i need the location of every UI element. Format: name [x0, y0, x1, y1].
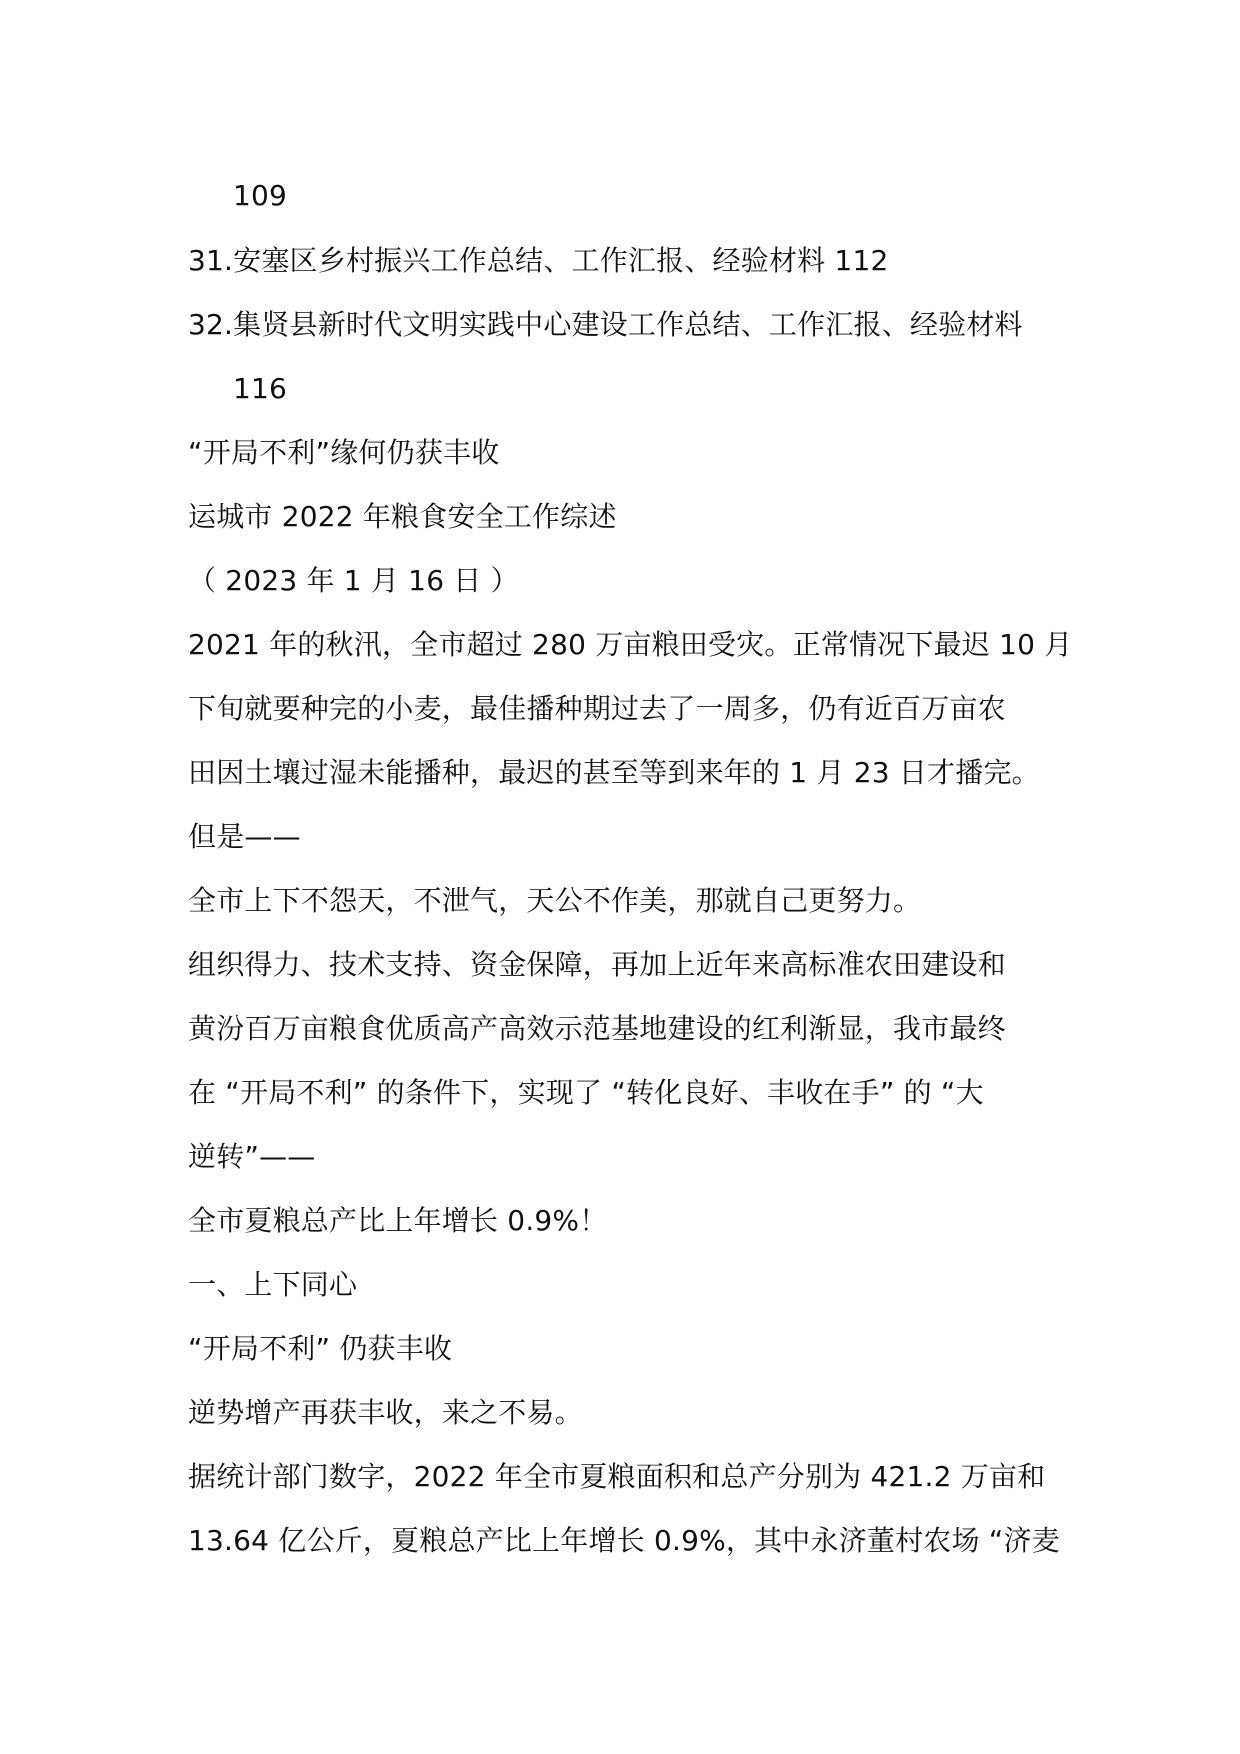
paragraph-line: 13.64 亿公斤，夏粮总产比上年增长 0.9%，其中永济董村农场 “济麦 — [188, 1524, 1060, 1557]
toc-entry: 32.集贤县新时代文明实践中心建设工作总结、工作汇报、经验材料 — [188, 308, 1023, 341]
paragraph-line: 逆转”—— — [188, 1140, 316, 1173]
paragraph-line: 在 “开局不利” 的条件下，实现了 “转化良好、丰收在手” 的 “大 — [188, 1076, 984, 1109]
section-subheading: “开局不利” 仍获丰收 — [188, 1332, 453, 1365]
paragraph: 全市夏粮总产比上年增长 0.9%！ — [188, 1204, 608, 1237]
paragraph-line: 据统计部门数字，2022 年全市夏粮面积和总产分别为 421.2 万亩和 — [188, 1460, 1046, 1493]
paragraph-line: 组织得力、技术支持、资金保障，再加上近年来高标准农田建设和 — [188, 948, 1006, 981]
paragraph-line: 下旬就要种完的小麦，最佳播种期过去了一周多，仍有近百万亩农 — [188, 692, 1006, 725]
toc-page-number: 109 — [233, 179, 288, 212]
paragraph-line: 田因土壤过湿未能播种，最迟的甚至等到来年的 1 月 23 日才播完。 — [188, 756, 1040, 789]
article-date: （ 2023 年 1 月 16 日 ） — [188, 564, 519, 597]
paragraph-line: 黄汾百万亩粮食优质高产高效示范基地建设的红利渐显，我市最终 — [188, 1012, 1006, 1045]
paragraph: 但是—— — [188, 820, 301, 853]
section-heading: 一、上下同心 — [188, 1268, 358, 1301]
article-title: “开局不利”缘何仍获丰收 — [188, 436, 500, 469]
paragraph-line: 2021 年的秋汛，全市超过 280 万亩粮田受灾。正常情况下最迟 10 月 — [188, 628, 1073, 661]
toc-entry: 31.安塞区乡村振兴工作总结、工作汇报、经验材料 112 — [188, 244, 889, 277]
article-subtitle: 运城市 2022 年粮食安全工作综述 — [188, 500, 617, 533]
paragraph: 全市上下不怨天，不泄气，天公不作美，那就自己更努力。 — [188, 884, 922, 917]
paragraph: 逆势增产再获丰收，来之不易。 — [188, 1396, 583, 1429]
toc-page-number: 116 — [233, 372, 288, 405]
